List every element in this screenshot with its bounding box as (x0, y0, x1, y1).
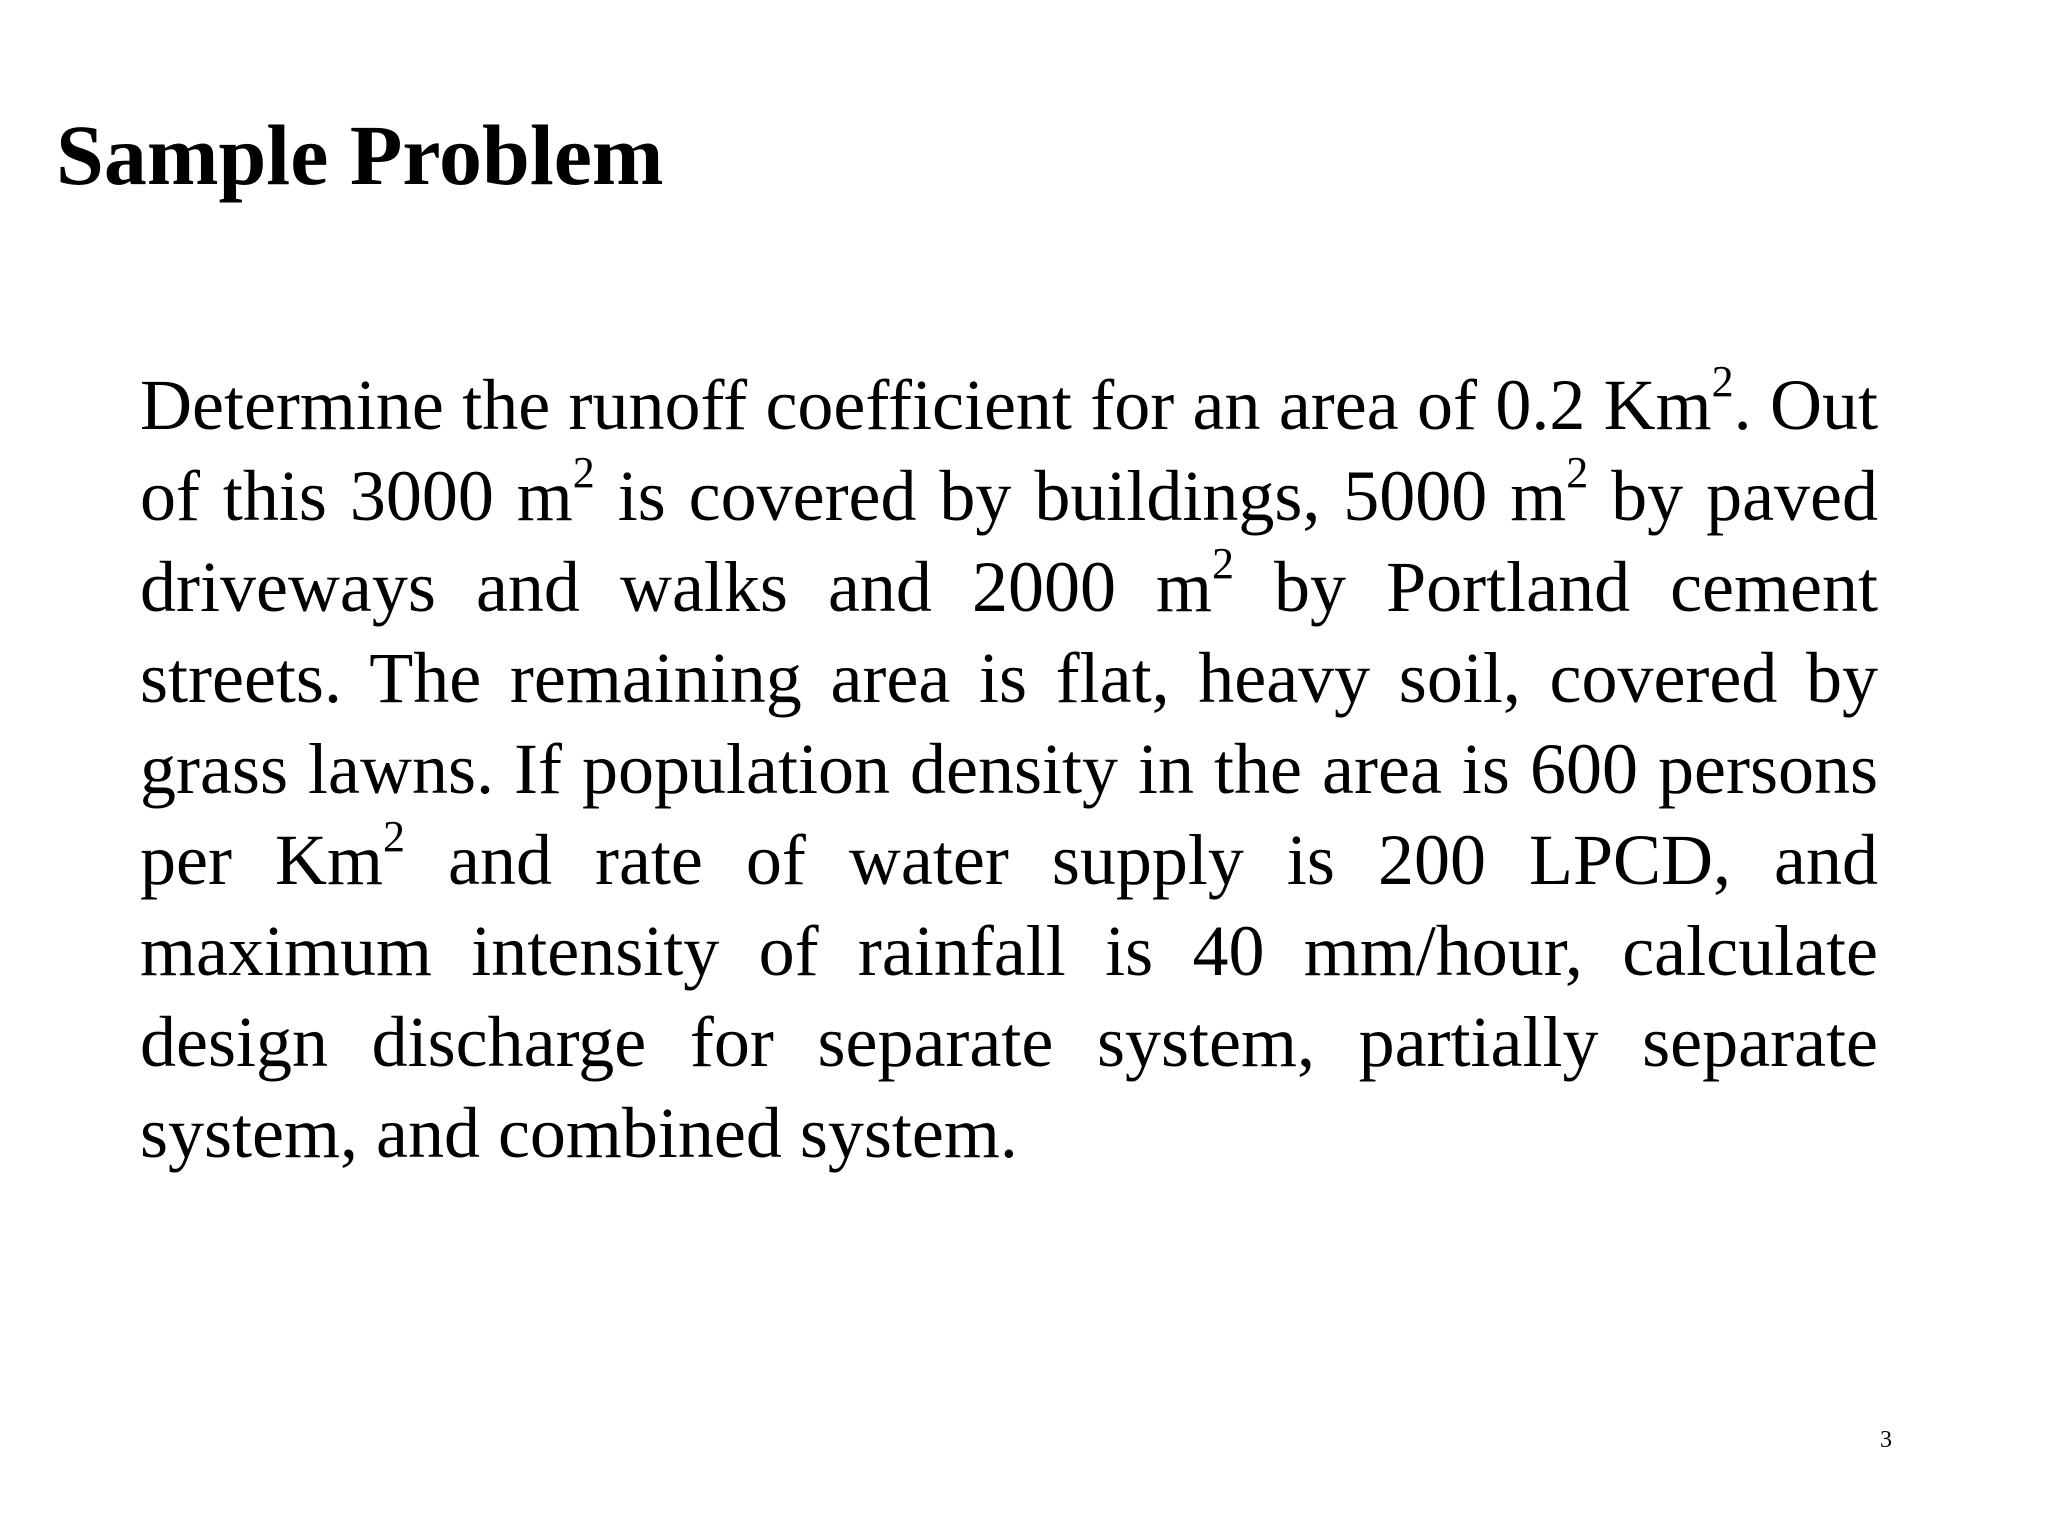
superscript: 2 (1566, 448, 1589, 497)
page-number: 3 (1880, 1427, 1892, 1453)
text-segment: by Portland cement streets. The remaining area is flat, heavy soil, covered by grass lawns. If population density in the area is 600 persons per Km (140, 547, 1878, 900)
text-segment: Determine the runoff coefficient for an area of 0.2 Km (140, 365, 1712, 445)
superscript: 2 (382, 812, 405, 861)
superscript: 2 (572, 448, 595, 497)
text-segment: . Out of this 3000 m (140, 365, 1879, 536)
problem-statement (140, 357, 1879, 1179)
text-segment: by paved driveways and walks and 2000 m (140, 456, 1878, 627)
superscript: 2 (1711, 357, 1734, 406)
superscript: 2 (1212, 539, 1234, 588)
text-segment: and rate of water supply is 200 LPCD, and maximum intensity of rainfall is 40 mm/hour, calculate design discharge for separate system, partially separate system, and combined system. (140, 820, 1879, 1173)
slide-title: Sample Problem (56, 107, 664, 203)
text-segment: is covered by buildings, 5000 m (594, 456, 1567, 536)
